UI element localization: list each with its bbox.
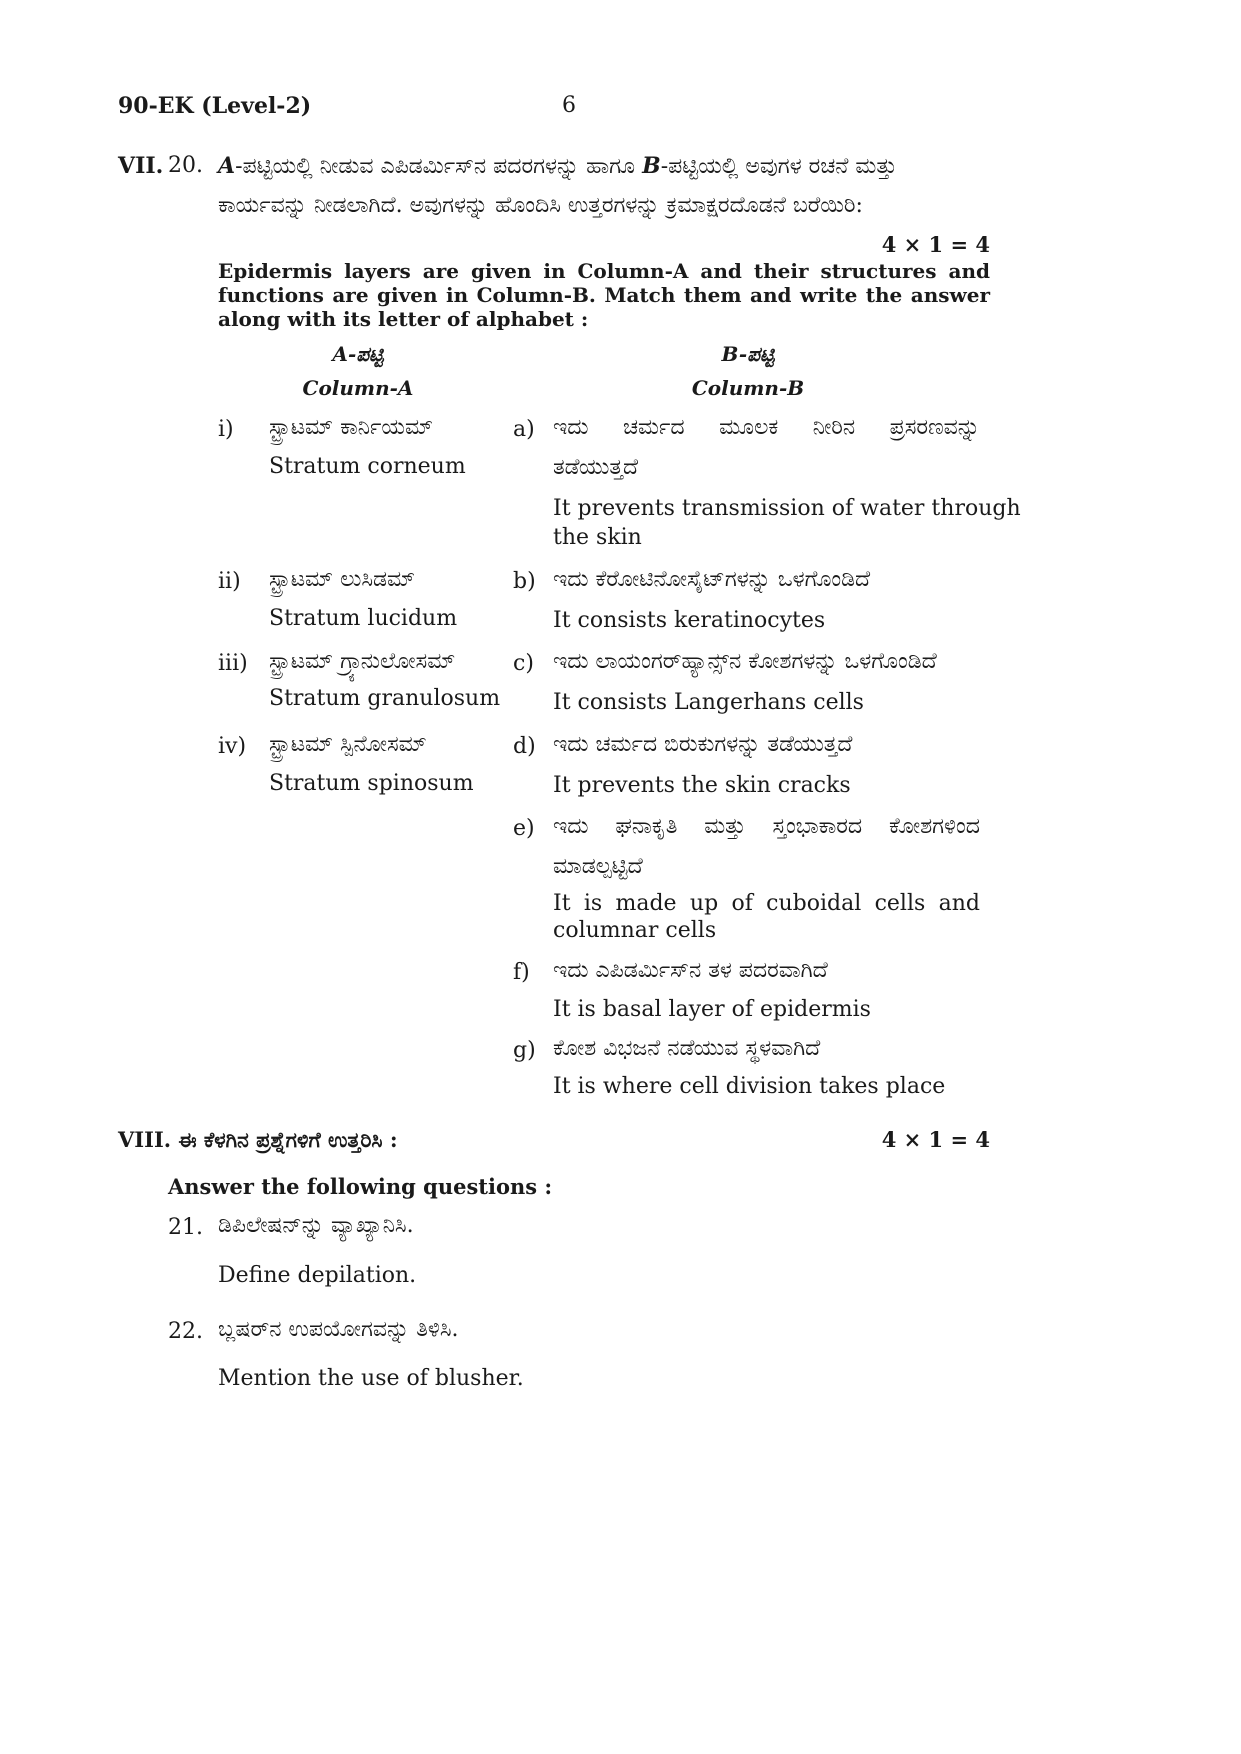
column-b-item-kannada-cont: ಮಾಡಲ್ಪಟ್ಟಿದೆ <box>553 854 643 879</box>
column-a-item-num: iv) <box>218 734 247 759</box>
column-b-item-english-cont: the skin <box>553 525 642 550</box>
column-b-item-kannada: ಇದು ಚರ್ಮದ ಮೂಲಕ ನೀರಿನ ಪ್ರಸರಣವನ್ನು <box>553 415 980 440</box>
column-b-item-kannada: ಇದು ಚರ್ಮದ ಬಿರುಕುಗಳನ್ನು ತಡೆಯುತ್ತದೆ <box>553 732 853 757</box>
q20-english-line-1: Epidermis layers are given in Column-A and their structures and <box>218 259 990 283</box>
q20-english-line-2: functions are given in Column-B. Match them and write the answer <box>218 283 990 307</box>
column-b-item-english: It consists Langerhans cells <box>553 690 864 715</box>
column-b-heading-kannada: B-ಪಟ್ಟಿ <box>721 342 775 366</box>
column-b-item-english: It prevents transmission of water through <box>553 496 1021 521</box>
column-b-item-english-cont: columnar cells <box>553 918 717 943</box>
question-kannada: ಡಿಪಿಲೇಷನ್‌ನ್ನು ವ್ಯಾಖ್ಯಾನಿಸಿ. <box>218 1213 414 1238</box>
column-b-item-kannada: ಕೋಶ ವಿಭಜನೆ ನಡೆಯುವ ಸ್ಥಳವಾಗಿದೆ <box>553 1036 821 1061</box>
column-b-item-kannada: ಇದು ಲಾಯಂಗರ್‌ಹ್ಯಾನ್ಸ್‌ನ ಕೋಶಗಳನ್ನು ಒಳಗೊಂಡಿದೆ <box>553 649 937 674</box>
question-english: Define depilation. <box>218 1263 417 1288</box>
q20-col-b-letter: B <box>642 153 661 179</box>
column-a-heading-kannada: A-ಪಟ್ಟಿ <box>332 342 384 366</box>
page-number: 6 <box>562 93 576 118</box>
q20-kn-line1-mid: -ಪಟ್ಟಿಯಲ್ಲಿ ನೀಡುವ ಎಪಿಡರ್ಮಿಸ್‌ನ ಪದರಗಳನ್ನು ಹಾಗೂ <box>235 154 643 179</box>
column-a-item-num: iii) <box>218 651 248 676</box>
column-b-item-num: f) <box>513 960 530 985</box>
column-b-item-english: It is made up of cuboidal cells and <box>553 891 980 916</box>
column-b-item-english: It is basal layer of epidermis <box>553 997 871 1022</box>
column-b-item-kannada: ಇದು ಘನಾಕೃತಿ ಮತ್ತು ಸ್ತಂಭಾಕಾರದ ಕೋಶಗಳಿಂದ <box>553 814 980 839</box>
q20-kannada-line-2: ಕಾರ್ಯವನ್ನು ನೀಡಲಾಗಿದೆ. ಅವುಗಳನ್ನು ಹೊಂದಿಸಿ ಉತ್ತರಗಳನ್ನು ಕ್ರಮಾಕ್ಷರದೊಡನೆ ಬರೆಯಿರಿ: <box>218 193 863 218</box>
paper-code: 90-EK (Level-2) <box>118 93 312 119</box>
column-a-item-num: i) <box>218 417 234 442</box>
column-a-item-kannada: ಸ್ಟ್ರಾಟಮ್ ಸ್ಪಿನೋಸಮ್ <box>269 732 427 757</box>
question-number-20: 20. <box>168 153 203 178</box>
column-b-item-num: d) <box>513 734 536 759</box>
question-english: Mention the use of blusher. <box>218 1366 524 1391</box>
column-a-heading: Column-A <box>302 376 414 400</box>
q20-kannada-line-1 <box>218 153 990 179</box>
column-a-item-english: Stratum lucidum <box>269 606 458 631</box>
column-b-item-english: It prevents the skin cracks <box>553 773 851 798</box>
column-a-item-kannada: ಸ್ಟ್ರಾಟಮ್ ಲುಸಿಡಮ್ <box>269 567 416 592</box>
column-a-item-kannada: ಸ್ಟ್ರಾಟಮ್ ಕಾರ್ನಿಯಮ್ <box>269 415 434 440</box>
column-a-item-num: ii) <box>218 569 241 594</box>
column-b-item-num: e) <box>513 816 535 841</box>
column-b-item-kannada-cont: ತಡೆಯುತ್ತದೆ <box>553 455 639 480</box>
column-b-item-kannada: ಇದು ಎಪಿಡರ್ಮಿಸ್‌ನ ತಳ ಪದರವಾಗಿದೆ <box>553 958 828 983</box>
section-viii-marks: 4 × 1 = 4 <box>881 1127 990 1152</box>
column-a-item-english: Stratum granulosum <box>269 686 501 711</box>
column-b-item-english: It consists keratinocytes <box>553 608 826 633</box>
question-number: 22. <box>168 1319 203 1344</box>
column-b-item-num: b) <box>513 569 536 594</box>
q20-col-a-letter: A <box>218 153 236 179</box>
column-a-item-english: Stratum corneum <box>269 454 466 479</box>
section-viii-heading: VIII. ಈ ಕೆಳಗಿನ ಪ್ರಶ್ನೆಗಳಿಗೆ ಉತ್ತರಿಸಿ : <box>118 1127 398 1152</box>
question-kannada: ಬ್ಲಷರ್‌ನ ಉಪಯೋಗವನ್ನು ತಿಳಿಸಿ. <box>218 1317 459 1342</box>
column-b-item-num: a) <box>513 417 535 442</box>
section-number-vii: VII. <box>118 153 164 179</box>
q20-marks: 4 × 1 = 4 <box>881 232 990 257</box>
column-b-heading: Column-B <box>691 376 805 400</box>
question-number: 21. <box>168 1215 203 1240</box>
column-a-item-english: Stratum spinosum <box>269 771 474 796</box>
column-b-item-num: c) <box>513 651 534 676</box>
column-b-item-kannada: ಇದು ಕೆರೋಟಿನೋಸೈಟ್‌ಗಳನ್ನು ಒಳಗೊಂಡಿದೆ <box>553 567 871 592</box>
q20-kn-line1-end: -ಪಟ್ಟಿಯಲ್ಲಿ ಅವುಗಳ ರಚನೆ ಮತ್ತು <box>660 154 897 179</box>
column-b-item-num: g) <box>513 1038 536 1063</box>
column-a-item-kannada: ಸ್ಟ್ರಾಟಮ್ ಗ್ರ್ಯಾನುಲೋಸಮ್ <box>269 649 456 674</box>
column-b-item-english: It is where cell division takes place <box>553 1074 946 1099</box>
q20-english-line-3: along with its letter of alphabet : <box>218 307 589 331</box>
section-viii-instruction: Answer the following questions : <box>168 1174 553 1199</box>
